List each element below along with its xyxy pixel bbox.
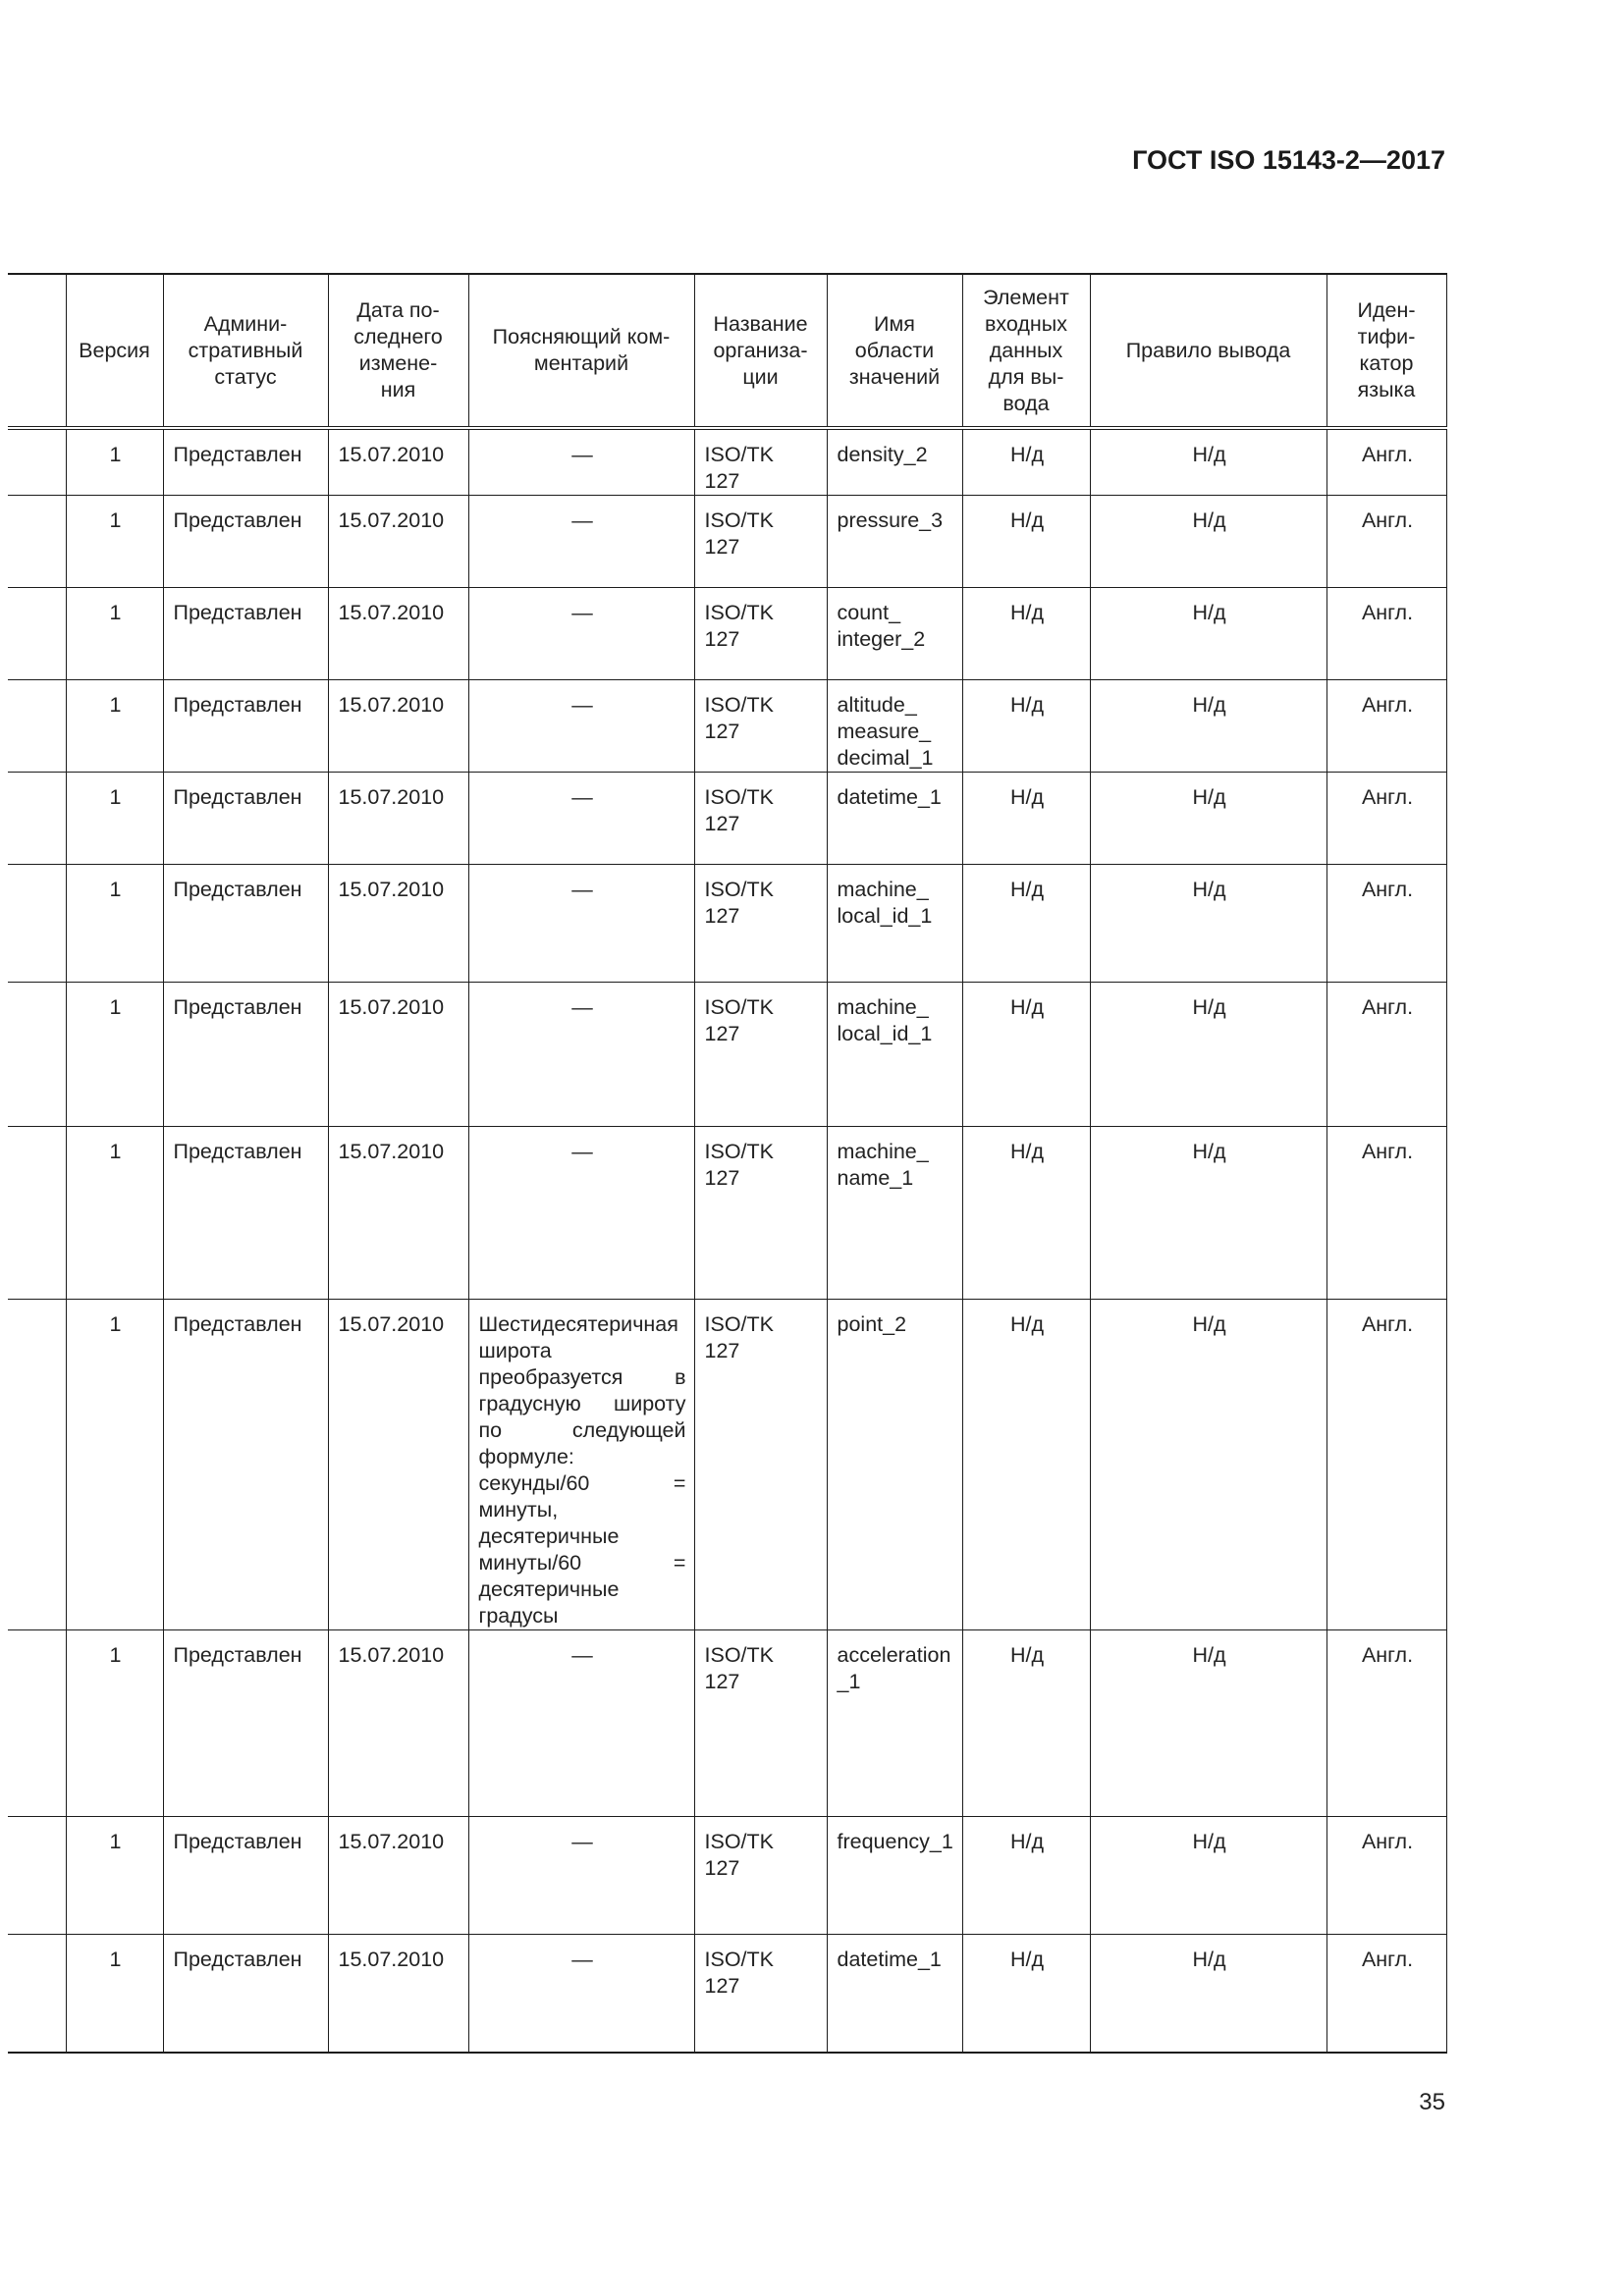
input-element-cell: Н/д	[962, 680, 1090, 773]
value-domain-cell: point_2	[827, 1300, 962, 1630]
date-cell: 15.07.2010	[328, 1817, 468, 1935]
comment-cell: —	[468, 588, 694, 680]
status-cell: Представлен	[163, 428, 328, 496]
comment-cell: —	[468, 1817, 694, 1935]
version-cell: 1	[66, 680, 163, 773]
date-cell: 15.07.2010	[328, 983, 468, 1127]
column-header-date: Дата по- следнего измене- ния	[328, 274, 468, 428]
input-element-cell: Н/д	[962, 983, 1090, 1127]
input-element-cell: Н/д	[962, 1127, 1090, 1300]
status-cell: Представлен	[163, 680, 328, 773]
language-cell: Англ.	[1326, 496, 1446, 588]
stub-cell	[8, 773, 66, 865]
status-cell: Представлен	[163, 1300, 328, 1630]
organization-cell: ISO/TK 127	[694, 773, 827, 865]
stub-column-header	[8, 274, 66, 428]
date-cell: 15.07.2010	[328, 773, 468, 865]
stub-cell	[8, 1630, 66, 1817]
column-header-organization: Название организа- ции	[694, 274, 827, 428]
language-cell: Англ.	[1326, 1817, 1446, 1935]
version-cell: 1	[66, 773, 163, 865]
table-row	[8, 1935, 1446, 2053]
organization-cell: ISO/TK 127	[694, 1935, 827, 2053]
stub-cell	[8, 865, 66, 983]
table-row	[8, 496, 1446, 588]
stub-cell	[8, 680, 66, 773]
comment-cell: —	[468, 680, 694, 773]
table-row	[8, 588, 1446, 680]
stub-cell	[8, 496, 66, 588]
value-domain-cell: acceleration _1	[827, 1630, 962, 1817]
organization-cell: ISO/TK 127	[694, 1300, 827, 1630]
organization-cell: ISO/TK 127	[694, 496, 827, 588]
status-cell: Представлен	[163, 983, 328, 1127]
input-element-cell: Н/д	[962, 1300, 1090, 1630]
input-element-cell: Н/д	[962, 496, 1090, 588]
language-cell: Англ.	[1326, 983, 1446, 1127]
version-cell: 1	[66, 1127, 163, 1300]
status-cell: Представлен	[163, 1935, 328, 2053]
organization-cell: ISO/TK 127	[694, 1127, 827, 1300]
value-domain-cell: machine_ local_id_1	[827, 983, 962, 1127]
column-header-value-domain: Имя области значений	[827, 274, 962, 428]
table-row	[8, 773, 1446, 865]
status-cell: Представлен	[163, 865, 328, 983]
value-domain-cell: machine_ name_1	[827, 1127, 962, 1300]
comment-cell: —	[468, 1127, 694, 1300]
value-domain-cell: pressure_3	[827, 496, 962, 588]
comment-cell: —	[468, 428, 694, 496]
table-row	[8, 865, 1446, 983]
version-cell: 1	[66, 428, 163, 496]
version-cell: 1	[66, 1817, 163, 1935]
column-header-version: Версия	[66, 274, 163, 428]
derivation-rule-cell: Н/д	[1090, 1300, 1326, 1630]
version-cell: 1	[66, 1300, 163, 1630]
date-cell: 15.07.2010	[328, 496, 468, 588]
value-domain-cell: machine_ local_id_1	[827, 865, 962, 983]
stub-cell	[8, 1935, 66, 2053]
organization-cell: ISO/TK 127	[694, 428, 827, 496]
status-cell: Представлен	[163, 1127, 328, 1300]
language-cell: Англ.	[1326, 588, 1446, 680]
column-header-status: Админи- стративный статус	[163, 274, 328, 428]
page-number: 35	[1419, 2089, 1445, 2115]
derivation-rule-cell: Н/д	[1090, 865, 1326, 983]
language-cell: Англ.	[1326, 773, 1446, 865]
derivation-rule-cell: Н/д	[1090, 983, 1326, 1127]
input-element-cell: Н/д	[962, 1817, 1090, 1935]
value-domain-cell: datetime_1	[827, 773, 962, 865]
input-element-cell: Н/д	[962, 588, 1090, 680]
stub-cell	[8, 1300, 66, 1630]
table-row	[8, 1630, 1446, 1817]
value-domain-cell: datetime_1	[827, 1935, 962, 2053]
table-row	[8, 1817, 1446, 1935]
value-domain-cell: density_2	[827, 428, 962, 496]
version-cell: 1	[66, 983, 163, 1127]
column-header-comment: Поясняющий ком- ментарий	[468, 274, 694, 428]
language-cell: Англ.	[1326, 1300, 1446, 1630]
language-cell: Англ.	[1326, 1127, 1446, 1300]
comment-cell: Шестидесятеричная широта преобразуется в градусную широту по следующей формуле: секунды/60 = минуты, десятеричные минуты/60 = десятеричные градусы	[468, 1300, 694, 1630]
organization-cell: ISO/TK 127	[694, 983, 827, 1127]
language-cell: Англ.	[1326, 1630, 1446, 1817]
column-header-input-element: Элемент входных данных для вы- вода	[962, 274, 1090, 428]
derivation-rule-cell: Н/д	[1090, 1127, 1326, 1300]
date-cell: 15.07.2010	[328, 865, 468, 983]
column-header-language: Иден- тифи- катор языка	[1326, 274, 1446, 428]
stub-cell	[8, 1127, 66, 1300]
input-element-cell: Н/д	[962, 865, 1090, 983]
stub-cell	[8, 588, 66, 680]
status-cell: Представлен	[163, 588, 328, 680]
organization-cell: ISO/TK 127	[694, 588, 827, 680]
input-element-cell: Н/д	[962, 773, 1090, 865]
language-cell: Англ.	[1326, 1935, 1446, 2053]
input-element-cell: Н/д	[962, 1935, 1090, 2053]
language-cell: Англ.	[1326, 428, 1446, 496]
derivation-rule-cell: Н/д	[1090, 773, 1326, 865]
date-cell: 15.07.2010	[328, 1300, 468, 1630]
derivation-rule-cell: Н/д	[1090, 496, 1326, 588]
derivation-rule-cell: Н/д	[1090, 1935, 1326, 2053]
status-cell: Представлен	[163, 773, 328, 865]
comment-cell: —	[468, 983, 694, 1127]
value-domain-cell: altitude_ measure_ decimal_1	[827, 680, 962, 773]
derivation-rule-cell: Н/д	[1090, 1817, 1326, 1935]
date-cell: 15.07.2010	[328, 1127, 468, 1300]
input-element-cell: Н/д	[962, 428, 1090, 496]
derivation-rule-cell: Н/д	[1090, 1630, 1326, 1817]
version-cell: 1	[66, 588, 163, 680]
stub-cell	[8, 428, 66, 496]
value-domain-cell: frequency_1	[827, 1817, 962, 1935]
version-cell: 1	[66, 865, 163, 983]
date-cell: 15.07.2010	[328, 588, 468, 680]
comment-cell: —	[468, 1935, 694, 2053]
status-cell: Представлен	[163, 496, 328, 588]
table-row	[8, 680, 1446, 773]
table-row	[8, 1300, 1446, 1630]
data-element-table	[8, 273, 1447, 2054]
status-cell: Представлен	[163, 1817, 328, 1935]
comment-cell: —	[468, 496, 694, 588]
language-cell: Англ.	[1326, 865, 1446, 983]
document-code: ГОСТ ISO 15143-2—2017	[1132, 145, 1445, 175]
organization-cell: ISO/TK 127	[694, 1817, 827, 1935]
table-row	[8, 428, 1446, 496]
comment-cell: —	[468, 773, 694, 865]
organization-cell: ISO/TK 127	[694, 680, 827, 773]
derivation-rule-cell: Н/д	[1090, 680, 1326, 773]
date-cell: 15.07.2010	[328, 1630, 468, 1817]
version-cell: 1	[66, 1935, 163, 2053]
stub-cell	[8, 1817, 66, 1935]
status-cell: Представлен	[163, 1630, 328, 1817]
organization-cell: ISO/TK 127	[694, 865, 827, 983]
comment-cell: —	[468, 865, 694, 983]
version-cell: 1	[66, 496, 163, 588]
table-row	[8, 983, 1446, 1127]
derivation-rule-cell: Н/д	[1090, 428, 1326, 496]
version-cell: 1	[66, 1630, 163, 1817]
language-cell: Англ.	[1326, 680, 1446, 773]
stub-cell	[8, 983, 66, 1127]
derivation-rule-cell: Н/д	[1090, 588, 1326, 680]
table-header-row	[8, 274, 1446, 428]
date-cell: 15.07.2010	[328, 428, 468, 496]
comment-cell: —	[468, 1630, 694, 1817]
column-header-derivation-rule: Правило вывода	[1090, 274, 1326, 428]
date-cell: 15.07.2010	[328, 1935, 468, 2053]
date-cell: 15.07.2010	[328, 680, 468, 773]
organization-cell: ISO/TK 127	[694, 1630, 827, 1817]
value-domain-cell: count_ integer_2	[827, 588, 962, 680]
input-element-cell: Н/д	[962, 1630, 1090, 1817]
table-row	[8, 1127, 1446, 1300]
